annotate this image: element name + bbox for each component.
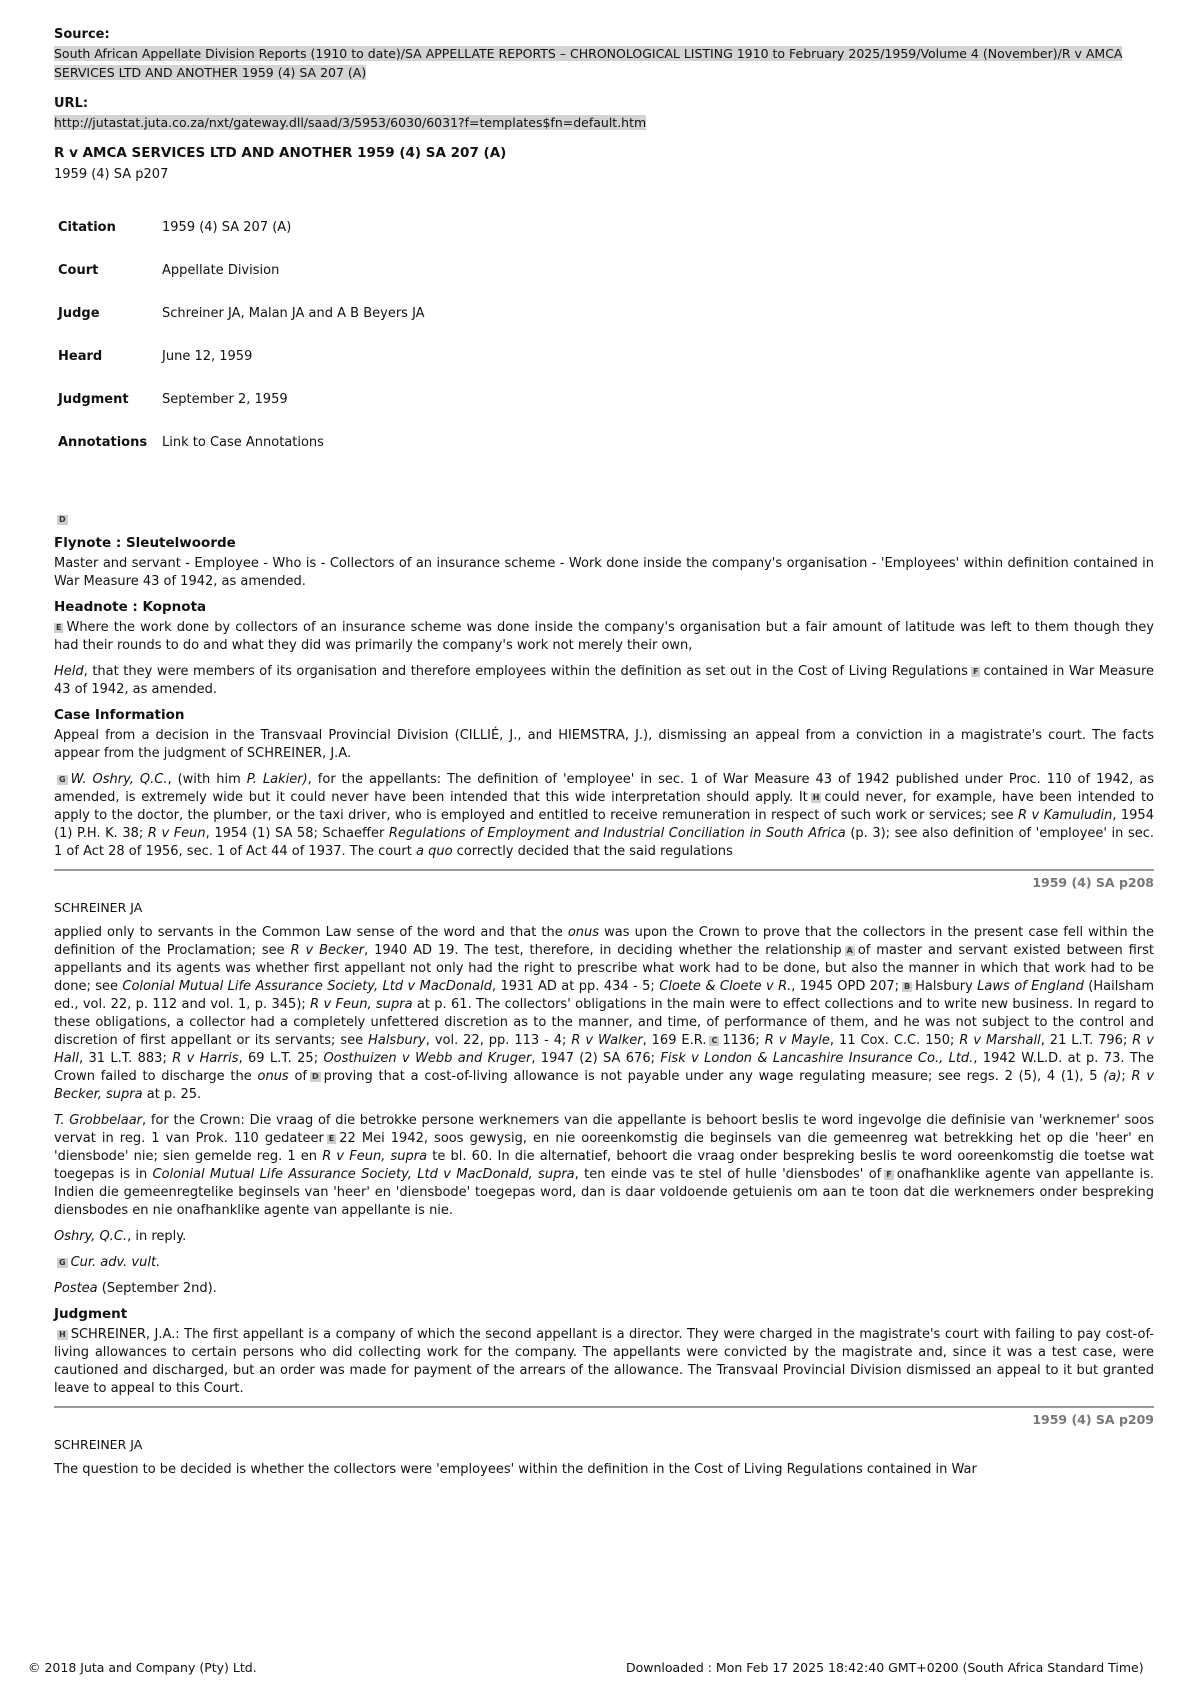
case-title: R v AMCA SERVICES LTD AND ANOTHER 1959 (4) SA 207 (A) <box>54 145 507 161</box>
page-reference-209: 1959 (4) SA p209 <box>1032 1412 1154 1427</box>
meta-row <box>58 421 425 464</box>
url-block <box>54 95 1154 131</box>
running-head-judge: SCHREINER JA <box>54 900 143 915</box>
source-path: South African Appellate Division Reports (1910 to date)/SA APPELLATE REPORTS – CHRONOLOGICAL LISTING 1910 to February 2025/1959/Volume 4 (November)/R v AMCA SERVICES LTD AND ANOTHER 1959 (4) SA 207 (A) <box>54 46 1123 80</box>
margin-marker-c: C <box>711 1036 718 1045</box>
margin-marker-d: D <box>59 515 66 524</box>
cur-adv-vult: G Cur. adv. vult. <box>59 1255 161 1270</box>
meta-value: Schreiner JA, Malan JA and A B Beyers JA <box>162 306 425 321</box>
margin-marker-b: B <box>904 982 911 991</box>
meta-row <box>58 378 425 421</box>
meta-value: Appellate Division <box>162 263 280 278</box>
meta-key: Heard <box>58 349 103 364</box>
meta-value: 1959 (4) SA 207 (A) <box>162 220 292 235</box>
case-info-heading: Case Information <box>54 707 185 723</box>
headnote-paragraph: E Where the work done by collectors of an insurance scheme was done inside the company's organisation but a fair amount of latitude was left to them though they had their rounds to do and what they did was primarily the company's work not merely their own, <box>54 620 1154 653</box>
margin-marker-h2: H <box>59 1330 66 1339</box>
running-head-judge: SCHREINER JA <box>54 1437 143 1452</box>
meta-key: Annotations <box>58 435 148 450</box>
annotations-link[interactable]: Link to Case Annotations <box>162 435 324 450</box>
meta-key: Citation <box>58 220 116 235</box>
meta-row <box>58 292 425 335</box>
case-metadata-table <box>58 206 425 464</box>
meta-row <box>58 249 425 292</box>
url-label: URL: <box>54 96 89 111</box>
margin-marker-f: F <box>972 667 979 676</box>
meta-value: September 2, 1959 <box>162 392 288 407</box>
source-label: Source: <box>54 27 110 42</box>
margin-marker-e: E <box>56 623 62 632</box>
margin-marker-d2: D <box>312 1072 319 1081</box>
meta-key: Court <box>58 263 99 278</box>
judgment-paragraph: H SCHREINER, J.A.: The first appellant is a company of which the second appellant is a director. They were charged in the magistrate's court with failing to pay cost-of-living allowances to certain persons who did collecting work for the company. The appellants were convicted by the magistrate and, since it was a test case, were cautioned and discharged, but an order was made for payment of the arrears of the allowance. The Transvaal Provincial Division dismissed an appeal to it but granted leave to appeal to this Court. <box>54 1327 1154 1396</box>
counsel-argument-paragraph: G W. Oshry, Q.C., (with him P. Lakier), for the appellants: The definition of 'employee' in sec. 1 of War Measure 43 of 1942 published under Proc. 110 of 1942, as amended, is extremely wide but it could never have been intended that this wide interpretation should apply. It H could never, for example, have been intended to apply to the doctor, the plumber, or the taxi driver, who is employed and entitled to receive remuneration in respect of such work or services; see R v Kamuludin, 1954 (1) P.H. K. 38; R v Feun, 1954 (1) SA 58; Schaeffer Regulations of Employment and Industrial Conciliation in South Africa (p. 3); see also definition of 'employee' in sec. 1 of Act 28 of 1956, sec. 1 of Act 44 of 1937. The court a quo correctly decided that the said regulations <box>54 772 1155 859</box>
meta-key: Judgment <box>58 392 129 407</box>
page-divider <box>54 1406 1154 1408</box>
margin-marker-e2: E <box>328 1134 335 1143</box>
crown-argument-paragraph: T. Grobbelaar, for the Crown: Die vraag of die betrokke persone werknemers van die appellante is behoort beslis te word ingevolge die definisie van 'werknemer' soos vervat in reg. 1 van Prok. 110 gedateer E 22 Mei 1942, soos gewysig, en nie ooreenkomstig die beginsels van die gemeenreg wat betrekking het op die 'heer' en 'diensbode' nie; sien gemelde reg. 1 en R v Feun, supra te bl. 60. In die alternatief, behoort die vraag onder bespreking beslis te word ooreenkomstig die toetse wat toegepas is in Colonial Mutual Life Assurance Society, Ltd v MacDonald, supra, ten einde vas te stel of hulle 'diensbodes' of F onafhanklike agente van appellante is. Indien die gemeenregtelike beginsels van 'heer' en 'diensbode' toegepas word, dan is daar voldoende getuienis om aan te toon dat die werknemers onder bespreking diensbodes en nie onafhanklike agente van appellante is nie. <box>54 1113 1154 1218</box>
meta-value: June 12, 1959 <box>162 349 253 364</box>
meta-row <box>58 335 425 378</box>
meta-row <box>58 206 425 249</box>
page-reference-208: 1959 (4) SA p208 <box>1032 875 1154 890</box>
case-info-paragraph: Appeal from a decision in the Transvaal Provincial Division (CILLIÉ, J., and HIEMSTRA, J.), dismissing an appeal from a conviction in a magistrate's court. The facts appear from the judgment of SCHREINER, J.A. <box>54 728 1154 761</box>
margin-marker-h: H <box>812 793 820 802</box>
reply-paragraph: Oshry, Q.C., in reply. <box>54 1229 187 1244</box>
source-block <box>54 26 1154 81</box>
flynote-heading: Flynote : Sleutelwoorde <box>54 535 236 551</box>
argument-paragraph: applied only to servants in the Common Law sense of the word and that the onus was upon the Crown to prove that the collectors in the present case fell within the definition of the Proclamation; see R v Becker, 1940 AD 19. The test, therefore, in deciding whether the relationship A of master and servant existed between first appellants and its agents was whether first appellant not only had the right to prescribe what work had to be done, but also the manner in which that work had to be done; see Colonial Mutual Life Assurance Society, Ltd v MacDonald, 1931 AD at pp. 434 - 5; Cloete & Cloete v R., 1945 OPD 207; B Halsbury Laws of England (Hailsham ed., vol. 22, p. 112 and vol. 1, p. 345); R v Feun, supra at p. 61. The collectors' obligations in the main were to effect collections and to write new business. In regard to these obligations, a collector had a completely unfettered discretion as to the manner, and time, of performance of them, and he was not subject to the control and discretion of first appellant or its servants; see Halsbury, vol. 22, pp. 113 - 4; R v Walker, 169 E.R. C 1136; R v Mayle, 11 Cox. C.C. 150; R v Marshall, 21 L.T. 796; R v Hall, 31 L.T. 883; R v Harris, 69 L.T. 25; Oosthuizen v Webb and Kruger, 1947 (2) SA 676; Fisk v London & Lancashire Insurance Co., Ltd., 1942 W.L.D. at p. 73. The Crown failed to discharge the onus of D proving that a cost-of-living allowance is not payable under any wage regulating measure; see regs. 2 (5), 4 (1), 5 (a); R v Becker, supra at p. 25. <box>54 925 1155 1102</box>
page-divider <box>54 869 1154 871</box>
flynote-text: Master and servant - Employee - Who is - Collectors of an insurance scheme - Work done inside the company's organisation - 'Employees' within definition contained in War Measure 43 of 1942, as amended. <box>54 556 1154 589</box>
judgment-continuation: The question to be decided is whether the collectors were 'employees' within the definition in the Cost of Living Regulations contained in War <box>54 1462 977 1477</box>
headnote-held-paragraph: Held, that they were members of its organisation and therefore employees within the definition as set out in the Cost of Living Regulations F contained in War Measure 43 of 1942, as amended. <box>54 664 1154 697</box>
url-link[interactable]: http://jutastat.juta.co.za/nxt/gateway.dll/saad/3/5953/6030/6031?f=templates$fn=default.htm <box>54 115 647 130</box>
footer-download-time: Downloaded : Mon Feb 17 2025 18:42:40 GMT+0200 (South Africa Standard Time) <box>626 1660 1144 1675</box>
meta-key: Judge <box>58 306 100 321</box>
margin-marker-f2: F <box>886 1170 892 1179</box>
page-citation: 1959 (4) SA p207 <box>54 167 169 182</box>
margin-marker-a: A <box>846 946 853 955</box>
postea-paragraph: Postea (September 2nd). <box>54 1281 217 1296</box>
document-page <box>54 26 1154 1487</box>
footer-copyright: © 2018 Juta and Company (Pty) Ltd. <box>28 1660 257 1675</box>
margin-marker-g: G <box>59 775 66 784</box>
margin-marker-g2: G <box>59 1258 66 1267</box>
headnote-heading: Headnote : Kopnota <box>54 599 207 615</box>
judgment-heading: Judgment <box>54 1306 128 1322</box>
